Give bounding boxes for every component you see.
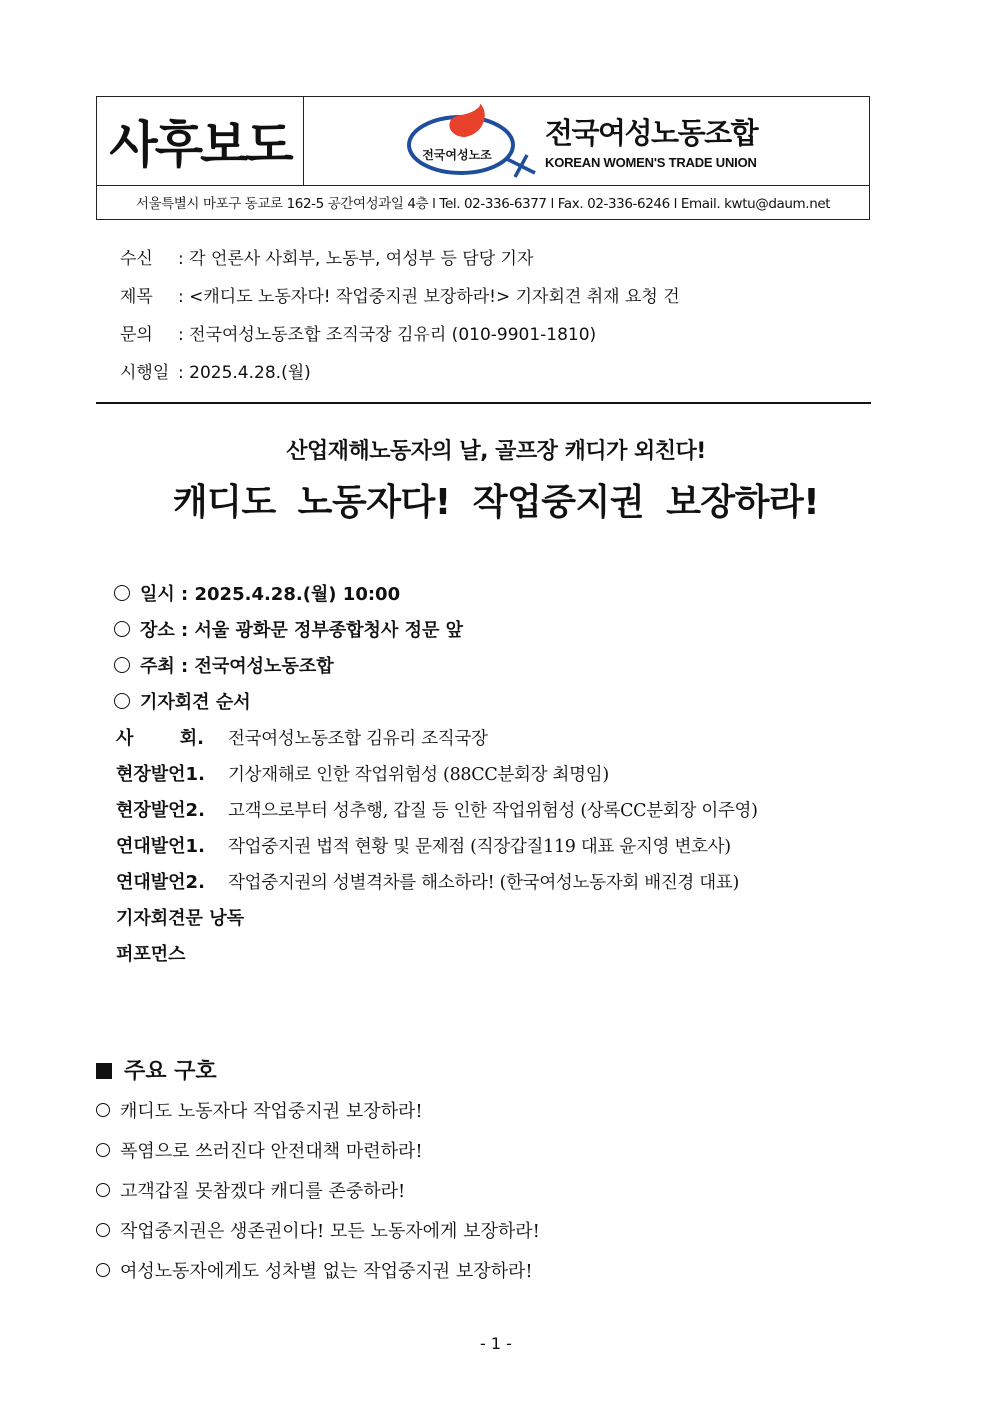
program-statement-reading: 기자회견문 낭독 xyxy=(116,908,244,929)
circle-bullet-icon xyxy=(114,657,130,673)
program-role: 사 회. xyxy=(116,728,204,749)
slogan-item: 작업중지권은 생존권이다! 모든 노동자에게 보장하라! xyxy=(96,1217,540,1243)
section-divider xyxy=(96,402,871,404)
info-host: 주최 : 전국여성노동조합 xyxy=(114,652,334,678)
release-type-badge xyxy=(97,97,304,185)
program-detail: 기상재해로 인한 작업위험성 (88CC분회장 최명임) xyxy=(228,765,609,785)
program-item xyxy=(116,724,488,750)
press-title: 캐디도 노동자다! 작업중지권 보장하라! xyxy=(172,482,820,523)
meta-key: 시행일 xyxy=(120,363,170,383)
slogan-item: 캐디도 노동자다 작업중지권 보장하라! xyxy=(96,1097,423,1123)
org-name-korean: 전국여성노동조합 xyxy=(545,116,758,150)
meta-value: 전국여성노동조합 조직국장 김유리 (010-9901-1810) xyxy=(189,325,597,345)
meta-key: 제목 xyxy=(120,287,153,307)
program-detail: 작업중지권의 성별격차를 해소하라! (한국여성노동자회 배진경 대표) xyxy=(228,873,740,893)
program-performance: 퍼포먼스 xyxy=(116,944,186,965)
union-logo xyxy=(403,103,543,181)
meta-recipient: 수신 : 각 언론사 사회부, 노동부, 여성부 등 담당 기자 xyxy=(120,244,533,269)
program-item xyxy=(116,832,731,858)
info-datetime: 일시 : 2025.4.28.(월) 10:00 xyxy=(114,580,400,606)
release-type-label: 사후보도 xyxy=(109,116,291,174)
meta-value: 각 언론사 사회부, 노동부, 여성부 등 담당 기자 xyxy=(189,249,534,269)
circle-bullet-icon xyxy=(96,1223,110,1237)
meta-key: 수신 xyxy=(120,249,153,269)
circle-bullet-icon xyxy=(96,1263,110,1277)
meta-subject: 제목 : <캐디도 노동자다! 작업중지권 보장하라!> 기자회견 취재 요청 건 xyxy=(120,282,680,307)
letterhead xyxy=(96,96,870,220)
page-number: - 1 - xyxy=(480,1334,512,1353)
square-bullet-icon xyxy=(96,1063,112,1079)
logo-ring-text: 전국여성노조 xyxy=(422,148,492,162)
info-location: 장소 : 서울 광화문 정부종합청사 정문 앞 xyxy=(114,616,463,642)
program-role: 현장발언2. xyxy=(116,800,205,821)
circle-bullet-icon xyxy=(96,1183,110,1197)
program-role: 연대발언1. xyxy=(116,836,205,857)
letterhead-top xyxy=(97,97,869,186)
circle-bullet-icon xyxy=(114,585,130,601)
program-detail: 전국여성노동조합 김유리 조직국장 xyxy=(228,729,488,749)
program-detail: 고객으로부터 성추행, 갑질 등 인한 작업위험성 (상록CC분회장 이주영) xyxy=(228,801,758,821)
circle-bullet-icon xyxy=(114,693,130,709)
slogan-item: 여성노동자에게도 성차별 없는 작업중지권 보장하라! xyxy=(96,1257,533,1283)
meta-date: 시행일 : 2025.4.28.(월) xyxy=(120,358,311,383)
meta-inquiry: 문의 : 전국여성노동조합 조직국장 김유리 (010-9901-1810) xyxy=(120,320,596,345)
program-role: 현장발언1. xyxy=(116,764,205,785)
program-item xyxy=(116,760,609,786)
program-detail: 작업중지권 법적 현황 및 문제점 (직장갑질119 대표 윤지영 변호사) xyxy=(228,837,731,857)
program-item xyxy=(116,796,758,822)
program-item xyxy=(116,868,739,894)
slogan-item: 고객갑질 못참겠다 캐디를 존중하라! xyxy=(96,1177,405,1203)
org-name-english: KOREAN WOMEN'S TRADE UNION xyxy=(545,155,757,170)
contact-line: 서울특별시 마포구 동교로 162-5 공간여성과일 4층 l Tel. 02-336-6377 l Fax. 02-336-6246 l Email. kwtu@daum.net xyxy=(135,196,831,212)
press-subtitle: 산업재해노동자의 날, 골프장 캐디가 외친다! xyxy=(286,439,706,464)
meta-key: 문의 xyxy=(120,325,153,345)
circle-bullet-icon xyxy=(96,1143,110,1157)
circle-bullet-icon xyxy=(96,1103,110,1117)
meta-value: 2025.4.28.(월) xyxy=(189,363,311,383)
program-role: 연대발언2. xyxy=(116,872,205,893)
meta-value: <캐디도 노동자다! 작업중지권 보장하라!> 기자회견 취재 요청 건 xyxy=(189,287,680,307)
slogans-heading: 주요 구호 xyxy=(96,1054,217,1085)
slogan-item: 폭염으로 쓰러진다 안전대책 마련하라! xyxy=(96,1137,423,1163)
circle-bullet-icon xyxy=(114,621,130,637)
info-program-heading: 기자회견 순서 xyxy=(114,688,251,714)
